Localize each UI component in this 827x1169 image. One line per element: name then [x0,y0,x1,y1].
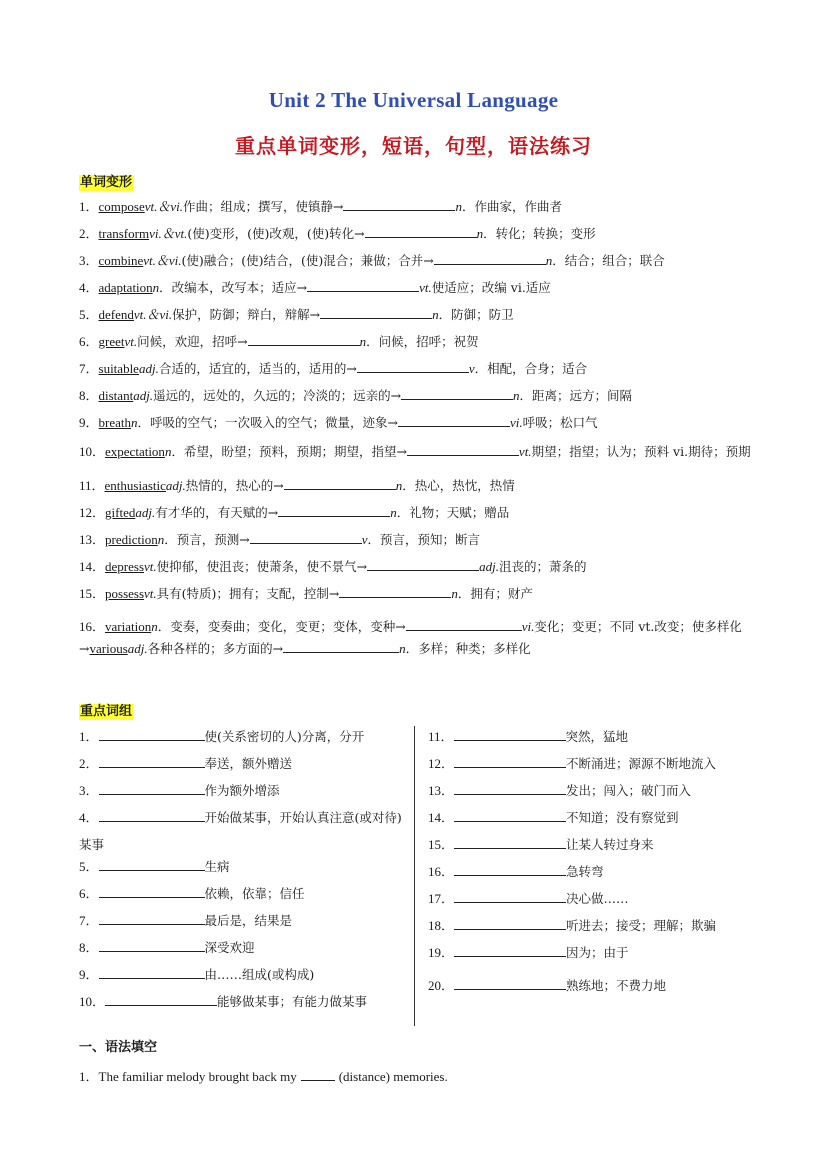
answer-blank[interactable] [301,1069,335,1081]
vocab-item [79,531,759,558]
item-number: 2． [79,756,99,771]
phrase-meaning: 发出；闯入；破门而入 [566,783,692,798]
answer-blank[interactable] [367,558,479,571]
answer-blank[interactable] [365,225,477,238]
headword: transform [98,226,150,241]
part-of-speech: n [131,415,138,430]
item-number: 14． [79,559,106,574]
definition-target: ．防御；防卫 [438,307,514,322]
item-number: 9． [79,415,99,430]
answer-blank[interactable] [99,809,205,822]
vocab-item [79,360,759,387]
phrase-item [428,917,768,944]
answer-blank[interactable] [454,782,566,795]
vocab-item [79,504,759,531]
answer-blank[interactable] [99,912,205,925]
phrases-right-column [428,728,768,1004]
headword: combine [98,253,144,268]
section-heading-phrases: 重点词组 [80,704,133,719]
phrase-item [79,804,409,858]
phrase-item [79,728,409,755]
part-of-speech-target: n [455,199,462,214]
definition: 保护，防御；辩白，辩解→ [172,307,321,322]
part-of-speech-2: adj. [127,641,148,656]
definition-target: 使适应；改编 vi.适应 [431,280,551,295]
section-heading-vocab: 单词变形 [80,175,133,190]
definition-target: ．相配，合身；适合 [474,361,588,376]
phrase-item [428,809,768,836]
part-of-speech-target: n [513,388,520,403]
item-number: 15． [428,837,455,852]
answer-blank[interactable] [339,585,451,598]
part-of-speech: vt.＆vi. [143,253,182,268]
phrase-meaning: 使(关系密切的人)分离，分开 [204,729,365,744]
item-number: 18． [428,918,455,933]
definition-target: ．热心，热忱，热情 [402,478,515,493]
phrase-meaning: 急转弯 [566,864,604,879]
phrase-item [79,912,409,939]
phrase-meaning: 熟练地；不费力地 [566,978,667,993]
part-of-speech: adj. [133,388,154,403]
phrase-meaning: 听进去；接受；理解；欺骗 [566,918,717,933]
phrase-meaning: 深受欢迎 [204,940,255,955]
item-number: 5． [79,307,99,322]
part-of-speech: n [164,444,172,459]
part-of-speech: vt. [124,334,138,349]
answer-blank[interactable] [99,728,205,741]
answer-blank[interactable] [284,477,396,490]
item-number: 9． [79,967,99,982]
part-of-speech-target-2: n [399,641,406,656]
headword: adaptation [98,280,153,295]
phrase-meaning: 最后是，结果是 [204,913,293,928]
item-number: 8． [79,940,99,955]
answer-blank[interactable] [283,640,399,653]
answer-blank[interactable] [406,618,522,631]
answer-blank[interactable] [320,306,432,319]
part-of-speech-target: v [361,532,368,547]
part-of-speech: n [157,532,165,547]
definition-target: ．问候，招呼；祝贺 [366,334,479,349]
phrase-meaning: 由……组成(或构成) [204,967,315,982]
item-number: 12． [79,505,106,520]
headword: variation [105,619,152,634]
definition: ．预言，预测→ [164,532,250,547]
part-of-speech-target: vt. [419,280,432,295]
item-number: 10． [79,444,106,459]
phrases-left-column [79,728,409,1020]
phrase-item [428,728,768,755]
definition-target: ．拥有；财产 [457,586,533,601]
phrases-table [79,728,769,1026]
item-number: 10． [79,994,106,1009]
phrase-item [428,863,768,890]
phrase-meaning: 作为额外增添 [204,783,280,798]
vocab-item [79,306,759,333]
item-number: 6． [79,886,99,901]
item-number: 8． [79,388,99,403]
phrase-item [79,993,409,1020]
item-number: 4． [79,810,99,825]
answer-blank[interactable] [99,782,205,795]
definition-target: 呼吸；松口气 [522,415,598,430]
phrase-meaning: 让某人转过身来 [566,837,654,852]
answer-blank[interactable] [454,755,566,768]
part-of-speech-target: n [432,307,439,322]
part-of-speech-target: vi. [509,415,523,430]
answer-blank[interactable] [434,252,546,265]
part-of-speech: adj. [135,505,156,520]
answer-blank[interactable] [99,858,205,871]
page-title: Unit 2 The Universal Language [268,88,559,112]
headword: depress [105,559,145,574]
phrase-item [79,755,409,782]
answer-blank[interactable] [307,279,419,292]
page-subtitle: 重点单词变形，短语，句型，语法练习 [235,134,592,158]
part-of-speech: adj. [165,478,186,493]
part-of-speech: vi.＆vt. [149,226,188,241]
answer-blank[interactable] [454,890,566,903]
definition-target-2: ．多样；种类；多样化 [405,641,531,656]
answer-blank[interactable] [454,863,566,876]
part-of-speech-target: adj. [479,559,500,574]
item-number: 14． [428,810,455,825]
phrase-meaning: 奉送，额外赠送 [204,756,293,771]
phrase-meaning: 突然，猛地 [565,729,629,744]
phrase-item [428,944,768,971]
part-of-speech-target: vt. [518,444,532,459]
headword: possess [105,586,145,601]
answer-blank[interactable] [454,836,566,849]
definition: ．变奏，变奏曲；变化，变更；变体，变种→ [157,619,406,634]
phrase-item [428,836,768,863]
part-of-speech-target: vi. [521,619,535,634]
item-number: 15． [79,586,106,601]
section-heading-grammar: 一、语法填空 [79,1040,158,1055]
phrase-item [79,858,409,885]
answer-blank[interactable] [357,360,469,373]
definition-target: ．作曲家，作曲者 [461,199,562,214]
vocab-item [79,252,759,279]
definition-2: 各种各样的；多方面的→ [147,641,284,656]
phrase-item [428,890,768,917]
answer-blank[interactable] [250,531,362,544]
definition: 合适的，适宜的，适当的，适用的→ [158,361,357,376]
headword: breath [98,415,131,430]
phrase-item [79,885,409,912]
item-number: 13． [428,783,455,798]
definition-target: 变化；变更；不同 vt.改变；使多样化→ [79,619,742,656]
answer-blank[interactable] [99,966,205,979]
headword-2: various [89,641,128,656]
definition-target: ．礼物；天赋；赠品 [396,505,510,520]
item-number: 1． [79,729,99,744]
part-of-speech-target: n [451,586,458,601]
definition: ．希望，盼望；预料，预期；期望，指望→ [171,444,407,459]
phrase-item [79,939,409,966]
part-of-speech-target: n [476,226,484,241]
item-number: 3． [79,783,99,798]
vocab-item [79,414,759,441]
item-number: 11． [428,729,454,744]
definition-target: ．预言，预知；断言 [367,532,481,547]
answer-blank[interactable] [99,939,205,952]
answer-blank[interactable] [278,504,390,517]
question-text: The familiar melody brought back my [98,1069,297,1084]
column-divider [414,726,415,1026]
headword: enthusiastic [104,478,166,493]
definition: 有才华的，有天赋的→ [155,505,279,520]
item-number: 5． [79,859,99,874]
phrase-meaning: 决心做…… [566,891,629,906]
vocab-list [79,198,759,660]
definition: (使)融合；(使)结合，(使)混合；兼做；合并→ [181,253,434,268]
part-of-speech: vt.＆vi. [144,199,183,214]
phrase-meaning: 能够做某事；有能力做某事 [217,994,368,1009]
vocab-item [79,585,759,612]
phrase-meaning: 不知道；没有察觉到 [566,810,679,825]
phrase-item [428,782,768,809]
answer-blank[interactable] [248,333,360,346]
answer-blank[interactable] [401,387,513,400]
part-of-speech: adj. [138,361,159,376]
vocab-item [79,441,759,477]
answer-blank[interactable] [454,809,566,822]
answer-blank[interactable] [407,443,519,456]
phrase-meaning: 因为；由于 [566,945,629,960]
grammar-question-1 [79,1066,448,1085]
item-number: 11． [79,478,105,493]
vocab-item [79,198,759,225]
question-number: 1． [79,1069,99,1084]
definition-target: ．转化；转换；变形 [483,226,596,241]
headword: compose [98,199,145,214]
phrase-item [428,977,768,1004]
headword: greet [98,334,125,349]
part-of-speech-target: n [545,253,553,268]
item-number: 20． [428,978,455,993]
item-number: 12． [428,756,455,771]
part-of-speech: n [151,619,158,634]
headword: distant [98,388,134,403]
answer-blank[interactable] [343,198,455,211]
vocab-item [79,333,759,360]
definition-target: 期望；指望；认为；预料 vi.期待；预期 [531,444,751,459]
answer-blank[interactable] [454,728,566,741]
item-number: 6． [79,334,99,349]
headword: defend [98,307,134,322]
answer-blank[interactable] [398,414,510,427]
definition: 具有(特质)；拥有；支配，控制→ [156,586,340,601]
definition-target: 沮丧的；萧条的 [499,559,587,574]
headword: expectation [105,444,165,459]
answer-blank[interactable] [454,917,566,930]
part-of-speech: vt. [144,559,157,574]
phrase-meaning: 不断涌进；源源不断地流入 [566,756,717,771]
item-number: 17． [428,891,455,906]
item-number: 19． [428,945,455,960]
headword: prediction [105,532,158,547]
phrase-item [79,966,409,993]
item-number: 1． [79,199,99,214]
definition-target: ．结合；组合；联合 [552,253,665,268]
item-number: 2． [79,226,99,241]
part-of-speech-target: n [359,334,367,349]
part-of-speech-target: n [395,478,403,493]
vocab-item [79,279,759,306]
phrase-meaning: 依赖，依靠；信任 [204,886,305,901]
vocab-item [79,387,759,414]
definition: 热情的，热心的→ [185,478,284,493]
item-number: 16． [428,864,455,879]
definition: 作曲；组成；撰写，使镇静→ [183,199,344,214]
answer-blank[interactable] [105,993,217,1006]
headword: suitable [98,361,139,376]
part-of-speech: vt.＆vi. [133,307,173,322]
phrase-meaning: 生病 [204,859,230,874]
item-number: 3． [79,253,99,268]
part-of-speech-target: n [390,505,397,520]
item-number: 4． [79,280,99,295]
phrase-meaning: 开始做某事，开始认真注意(或对待)某事 [79,810,402,852]
question-hint: (distance) memories. [338,1069,448,1084]
part-of-speech-target: v [468,361,475,376]
item-number: 7． [79,361,99,376]
phrase-item [428,755,768,782]
vocab-item [79,558,759,585]
definition: ．呼吸的空气；一次吸入的空气；微量，迹象→ [137,415,398,430]
part-of-speech: vt. [144,586,157,601]
definition: ．改编本，改写本；适应→ [159,280,308,295]
answer-blank[interactable] [454,977,566,990]
vocab-item [79,225,759,252]
answer-blank[interactable] [99,885,205,898]
definition: 问候，欢迎，招呼→ [137,334,248,349]
answer-blank[interactable] [99,755,205,768]
vocab-item [79,477,759,504]
definition: 使抑郁，使沮丧；使萧条，使不景气→ [156,559,368,574]
item-number: 7． [79,913,99,928]
definition-target: ．距离；远方；间隔 [519,388,633,403]
item-number: 16． [79,619,106,634]
headword: gifted [105,505,136,520]
definition: (使)变形，(使)改观，(使)转化→ [187,226,365,241]
definition: 遥远的，远处的，久远的；冷淡的；远亲的→ [153,388,402,403]
item-number: 13． [79,532,106,547]
vocab-item-16 [79,616,759,660]
answer-blank[interactable] [454,944,566,957]
part-of-speech: n [152,280,160,295]
